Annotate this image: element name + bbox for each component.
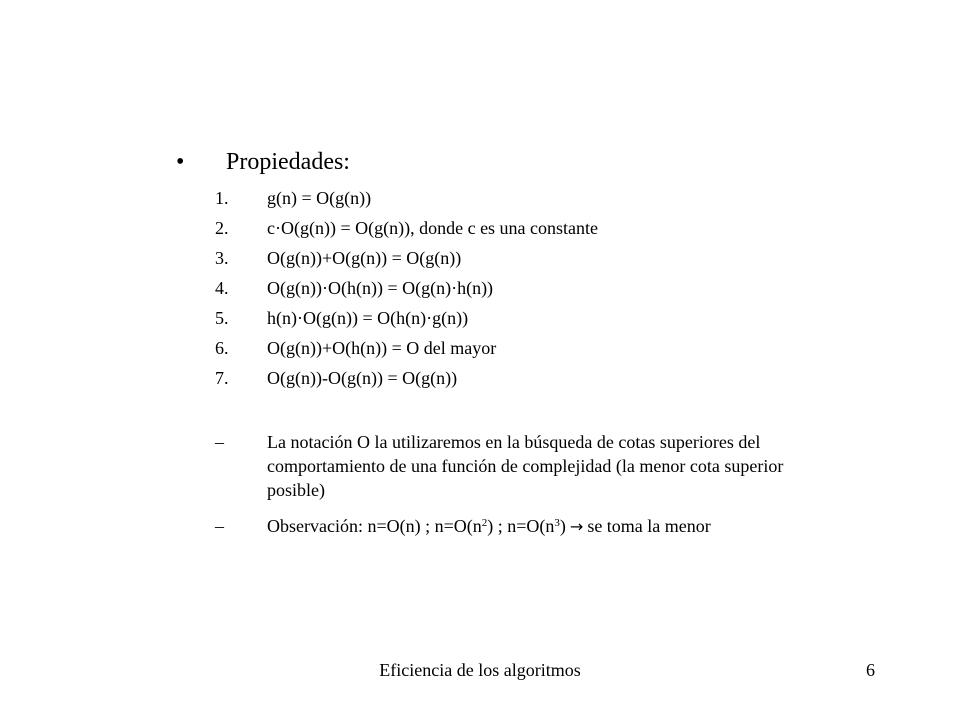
property-text: O(g(n))-O(g(n)) = O(g(n)) <box>267 368 458 388</box>
observation-suffix: se toma la menor <box>587 516 711 536</box>
observation-text <box>267 514 845 539</box>
property-text: h(n)·O(g(n)) = O(h(n)·g(n)) <box>267 308 469 328</box>
property-item <box>215 273 598 303</box>
property-text: O(g(n))+O(g(n)) = O(g(n)) <box>267 248 462 268</box>
property-item <box>215 183 598 213</box>
property-number: 3. <box>215 248 229 268</box>
superscript-3: 3 <box>554 517 560 529</box>
properties-heading-row <box>176 146 350 178</box>
property-number: 2. <box>215 218 229 238</box>
dash-bullet-icon: – <box>215 516 224 536</box>
property-number: 7. <box>215 368 229 388</box>
dash-bullet-icon: – <box>215 432 224 452</box>
property-number: 1. <box>215 188 229 208</box>
property-number: 4. <box>215 278 229 298</box>
page-number: 6 <box>866 660 875 680</box>
properties-heading: Propiedades: <box>226 149 350 175</box>
superscript-2: 2 <box>481 517 488 529</box>
property-text: c·O(g(n)) = O(g(n)), donde c es una constante <box>267 218 599 238</box>
property-item <box>215 243 598 273</box>
footer-title: Eficiencia de los algoritmos <box>379 660 581 680</box>
property-item <box>215 363 598 393</box>
property-text: O(g(n))+O(h(n)) = O del mayor <box>267 338 497 358</box>
observation-close: ) <box>559 516 566 536</box>
property-number: 5. <box>215 308 229 328</box>
property-item <box>215 333 598 363</box>
properties-list <box>215 183 598 393</box>
property-item <box>215 213 598 243</box>
note-text: La notación O la utilizaremos en la búsqueda de cotas superiores del comportamiento de una función de complejidad (la menor cota superior posible) <box>267 432 784 500</box>
property-number: 6. <box>215 338 229 358</box>
observation-item <box>215 514 845 539</box>
note-item <box>215 430 845 502</box>
observation-mid: ) ; n=O(n <box>487 516 555 536</box>
notes-list <box>215 430 845 551</box>
property-item <box>215 303 598 333</box>
right-arrow-icon: → <box>569 517 584 536</box>
property-text: O(g(n))·O(h(n)) = O(g(n)·h(n)) <box>267 278 494 298</box>
observation-prefix: Observación: n=O(n) ; n=O(n <box>267 516 482 536</box>
bullet-icon: • <box>176 149 185 175</box>
property-text: g(n) = O(g(n)) <box>267 188 372 208</box>
